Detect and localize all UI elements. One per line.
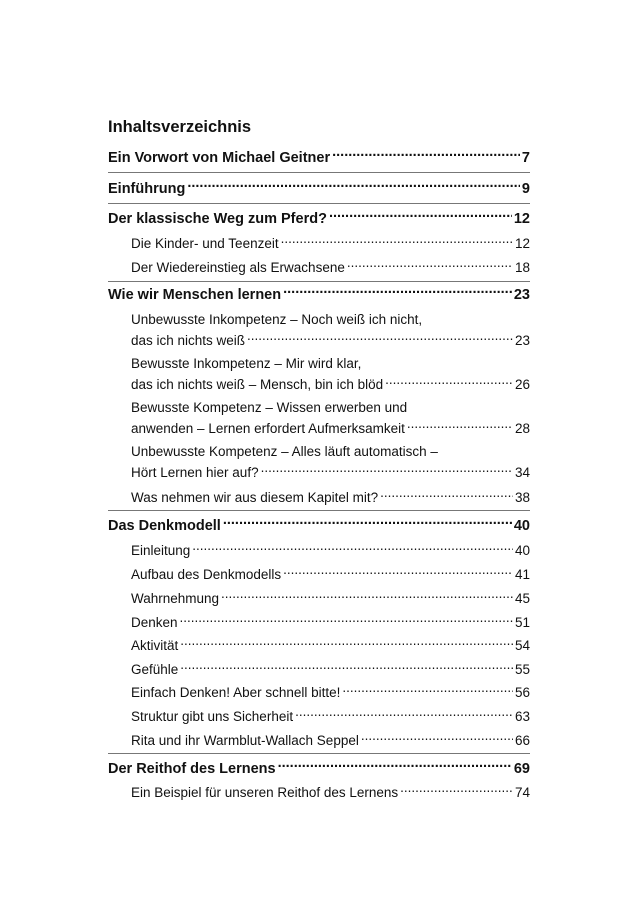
toc-entry-title: Einfach Denken! Aber schnell bitte!: [131, 685, 341, 700]
toc-entry-title: das ich nichts weiß: [131, 333, 246, 348]
toc-entry-denkmodell[interactable]: [108, 515, 530, 538]
toc-entry-title: Einführung: [108, 181, 186, 197]
toc-heading: Inhaltsverzeichnis: [108, 118, 252, 136]
dot-leader: [247, 332, 513, 346]
toc-entry-page: 45: [514, 591, 530, 606]
toc-entry-struktur[interactable]: [131, 705, 530, 728]
toc-entry-title: Ein Beispiel für unseren Reithof des Lernens: [131, 785, 399, 800]
toc-entry-page: 74: [514, 785, 530, 800]
dot-leader: [283, 285, 512, 300]
dot-leader: [380, 489, 513, 503]
dot-leader: [361, 732, 513, 746]
toc-entry-title: Rita und ihr Warmblut-Wallach Seppel: [131, 733, 359, 748]
toc-entry-wie-wir-lernen[interactable]: [108, 284, 530, 307]
toc-entry-page: 18: [514, 260, 530, 275]
toc-entry-einfach-denken[interactable]: [131, 681, 530, 704]
section-divider: [108, 753, 530, 754]
toc-entry-page: 12: [513, 211, 530, 227]
dot-leader: [342, 684, 513, 698]
dot-leader: [332, 148, 520, 163]
toc-entry-page: 41: [514, 567, 530, 582]
toc-entry-einleitung[interactable]: [131, 539, 530, 562]
toc-entry-title: Der Reithof des Lernens: [108, 761, 276, 777]
toc-entry-first-line: Bewusste Kompetenz – Wissen erwerben und: [131, 400, 408, 415]
dot-leader: [180, 614, 513, 628]
toc-entry-wahrnehmung[interactable]: [131, 587, 530, 610]
toc-entry-first-line: Bewusste Inkompetenz – Mir wird klar,: [131, 356, 362, 371]
toc-entry-unbewusste-kompetenz[interactable]: [131, 461, 530, 484]
toc-entry-denken[interactable]: [131, 611, 530, 634]
dot-leader: [400, 784, 513, 798]
toc-entry-page: 56: [514, 685, 530, 700]
dot-leader: [223, 516, 512, 531]
toc-entry-title: Wie wir Menschen lernen: [108, 287, 282, 303]
toc-entry-title: Denken: [131, 615, 178, 630]
toc-entry-einfuehrung[interactable]: [108, 178, 530, 201]
toc-entry-title: Der Wiedereinstieg als Erwachsene: [131, 260, 345, 275]
dot-leader: [180, 637, 513, 651]
toc-entry-page: 54: [514, 638, 530, 653]
toc-entry-page: 7: [521, 150, 530, 166]
toc-entry-title: Aktivität: [131, 638, 179, 653]
dot-leader: [261, 464, 513, 478]
toc-entry-title: Struktur gibt uns Sicherheit: [131, 709, 294, 724]
toc-entry-page: 9: [521, 181, 530, 197]
toc-entry-title: anwenden – Lernen erfordert Aufmerksamkeit: [131, 421, 405, 436]
section-divider: [108, 281, 530, 282]
toc-entry-kinder-teenzeit[interactable]: [131, 232, 530, 255]
toc-entry-page: 28: [514, 421, 530, 436]
toc-entry-title: Gefühle: [131, 662, 179, 677]
toc-entry-first-line: Unbewusste Inkompetenz – Noch weiß ich nicht,: [131, 312, 423, 327]
toc-entry-page: 69: [513, 761, 530, 777]
toc-entry-vorwort[interactable]: [108, 147, 530, 170]
toc-entry-title: Wahrnehmung: [131, 591, 220, 606]
toc-entry-title: Das Denkmodell: [108, 518, 221, 534]
toc-entry-title: Was nehmen wir aus diesem Kapitel mit?: [131, 490, 379, 505]
toc-entry-first-line: Unbewusste Kompetenz – Alles läuft automatisch –: [131, 444, 438, 459]
toc-entry-bewusste-kompetenz[interactable]: [131, 417, 530, 440]
toc-entry-page: 23: [513, 287, 530, 303]
toc-entry-page: 40: [513, 518, 530, 534]
dot-leader: [278, 759, 512, 774]
toc-entry-reithof[interactable]: [108, 758, 530, 781]
toc-entry-page: 63: [514, 709, 530, 724]
toc-entry-title: Hört Lernen hier auf?: [131, 465, 259, 480]
toc-entry-page: 51: [514, 615, 530, 630]
toc-entry-title: Einleitung: [131, 543, 191, 558]
toc-entry-bewusste-inkompetenz[interactable]: [131, 373, 530, 396]
toc-entry-page: 26: [514, 377, 530, 392]
dot-leader: [329, 209, 512, 224]
dot-leader: [347, 259, 513, 273]
toc-entry-aktivitaet[interactable]: [131, 634, 530, 657]
toc-entry-rita-seppel[interactable]: [131, 729, 530, 752]
dot-leader: [192, 542, 513, 556]
toc-entry-gefuehle[interactable]: [131, 658, 530, 681]
toc-entry-title: das ich nichts weiß – Mensch, bin ich blöd: [131, 377, 384, 392]
dot-leader: [187, 179, 520, 194]
toc-entry-title: Die Kinder- und Teenzeit: [131, 236, 279, 251]
toc-entry-kapitel-mit[interactable]: [131, 486, 530, 509]
toc-entry-title: Ein Vorwort von Michael Geitner: [108, 150, 331, 166]
toc-entry-wiedereinstieg[interactable]: [131, 256, 530, 279]
section-divider: [108, 510, 530, 511]
toc-entry-page: 40: [514, 543, 530, 558]
dot-leader: [407, 420, 513, 434]
toc-entry-unbewusste-inkompetenz[interactable]: [131, 329, 530, 352]
section-divider: [108, 203, 530, 204]
dot-leader: [283, 566, 513, 580]
toc-entry-page: 55: [514, 662, 530, 677]
toc-entry-reithof-beispiel[interactable]: [131, 781, 530, 804]
dot-leader: [295, 708, 513, 722]
toc-entry-aufbau[interactable]: [131, 563, 530, 586]
toc-entry-page: 34: [514, 465, 530, 480]
toc-entry-klassische-weg[interactable]: [108, 208, 530, 231]
dot-leader: [221, 590, 513, 604]
toc-entry-page: 38: [514, 490, 530, 505]
dot-leader: [281, 235, 513, 249]
toc-entry-page: 66: [514, 733, 530, 748]
toc-entry-title: Der klassische Weg zum Pferd?: [108, 211, 327, 227]
dot-leader: [180, 661, 513, 675]
toc-entry-title: Aufbau des Denkmodells: [131, 567, 282, 582]
toc-entry-page: 12: [514, 236, 530, 251]
toc-entry-page: 23: [514, 333, 530, 348]
section-divider: [108, 172, 530, 173]
dot-leader: [385, 376, 513, 390]
